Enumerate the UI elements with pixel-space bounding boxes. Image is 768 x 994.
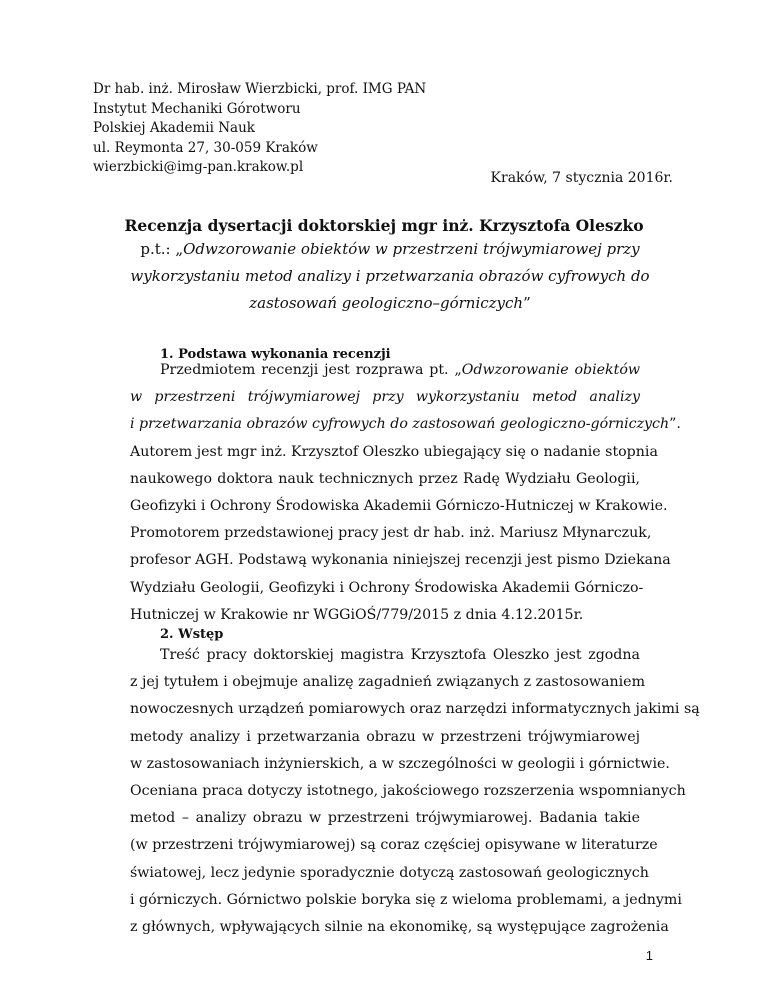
section-2-line-11: z głównych, wpływających silnie na ekonomikę, są występujące zagrożenia [130,918,669,935]
page-number: 1 [645,948,653,963]
title-line-3: zastosowań geologiczno–górniczych [249,294,524,312]
section-1-line-3 [130,411,681,438]
author-address-block [93,80,426,178]
section-2-line-5: w zastosowaniach inżynierskich, a w szczególności w geologii i górnictwie. [130,755,670,772]
section-2-heading: 2. Wstęp [160,627,224,642]
section-1-paragraph [130,357,681,629]
author-street: ul. Reymonta 27, 30-059 Kraków [93,139,318,156]
author-email: wierzbicki@img-pan.krakow.pl [93,159,304,175]
section-1-line-5: naukowego doktora nauk technicznych przez Radę Wydziału Geologii, [130,470,640,487]
author-academy: Polskiej Akademii Nauk [93,120,255,136]
document-title: Recenzja dysertacji doktorskiej mgr inż. Krzysztofa Oleszko [124,216,644,235]
title-line-2: wykorzystaniu metod analizy i przetwarzania obrazów cyfrowych do [130,267,650,285]
title-prefix: p.t.: „ [140,240,184,258]
section-1-line-1-italic: Odwzorowanie obiektów [461,362,641,378]
section-2-line-2: z jej tytułem i obejmuje analizę zagadnień związanych z zastosowaniem [130,674,646,691]
section-1-line-2: w przestrzeni trójwymiarowej przy wykorzystaniu metod analizy [130,389,640,406]
section-1-line-6: Geofizyki i Ochrony Środowiska Akademii Górniczo-Hutniczej w Krakowie. [130,497,668,514]
document-date: Kraków, 7 stycznia 2016r. [490,170,673,186]
dissertation-title [120,236,660,317]
section-2-line-4: metody analizy i przetwarzania obrazu w przestrzeni trójwymiarowej [130,728,640,745]
section-1-line-9: Wydziału Geologii, Geofizyki i Ochrony Środowiska Akademii Górniczo- [130,579,644,596]
section-1-line-4: Autorem jest mgr inż. Krzysztof Oleszko ubiegający się o nadanie stopnia [130,443,658,460]
section-2-line-7: metod – analizy obrazu w przestrzeni trójwymiarowej. Badania takie [130,810,640,827]
section-1-line-10: Hutniczej w Krakowie nr WGGiOŚ/779/2015 z dnia 4.12.2015r. [130,606,584,623]
author-name: Dr hab. inż. Mirosław Wierzbicki, prof. IMG PAN [93,81,427,97]
section-1-line-8: profesor AGH. Podstawą wykonania niniejszej recenzji jest pismo Dziekana [130,552,671,569]
section-1-line-1 [130,357,640,384]
title-line-1: Odwzorowanie obiektów w przestrzeni trójwymiarowej przy [183,240,640,258]
title-suffix: ” [523,294,531,312]
section-2-line-6: Oceniana praca dotyczy istotnego, jakościowego rozszerzenia wspomnianych [130,782,686,799]
section-1-heading: 1. Podstawa wykonania recenzji [160,347,391,362]
section-1-line-3-plain: ”. [669,416,681,433]
author-institute: Instytut Mechaniki Górotworu [93,100,301,117]
section-2-line-9: światowej, lecz jedynie sporadycznie dotyczą zastosowań geologicznych [130,864,649,881]
section-2-paragraph [130,642,700,941]
section-1-line-3-italic: i przetwarzania obrazów cyfrowych do zastosowań geologiczno-górniczych [130,416,670,433]
section-2-line-1: Treść pracy doktorskiej magistra Krzysztofa Oleszko jest zgodna [160,647,640,663]
section-1-line-7: Promotorem przedstawionej pracy jest dr hab. inż. Mariusz Młynarczuk, [130,525,652,542]
section-2-line-10: i górniczych. Górnictwo polskie boryka się z wieloma problemami, a jednymi [130,891,682,908]
section-2-line-3: nowoczesnych urządzeń pomiarowych oraz narzędzi informatycznych jakimi są [130,701,700,718]
section-1-line-1-plain: Przedmiotem recenzji jest rozprawa pt. „ [160,362,462,378]
section-2-line-8: (w przestrzeni trójwymiarowej) są coraz częściej opisywane w literaturze [130,837,658,854]
